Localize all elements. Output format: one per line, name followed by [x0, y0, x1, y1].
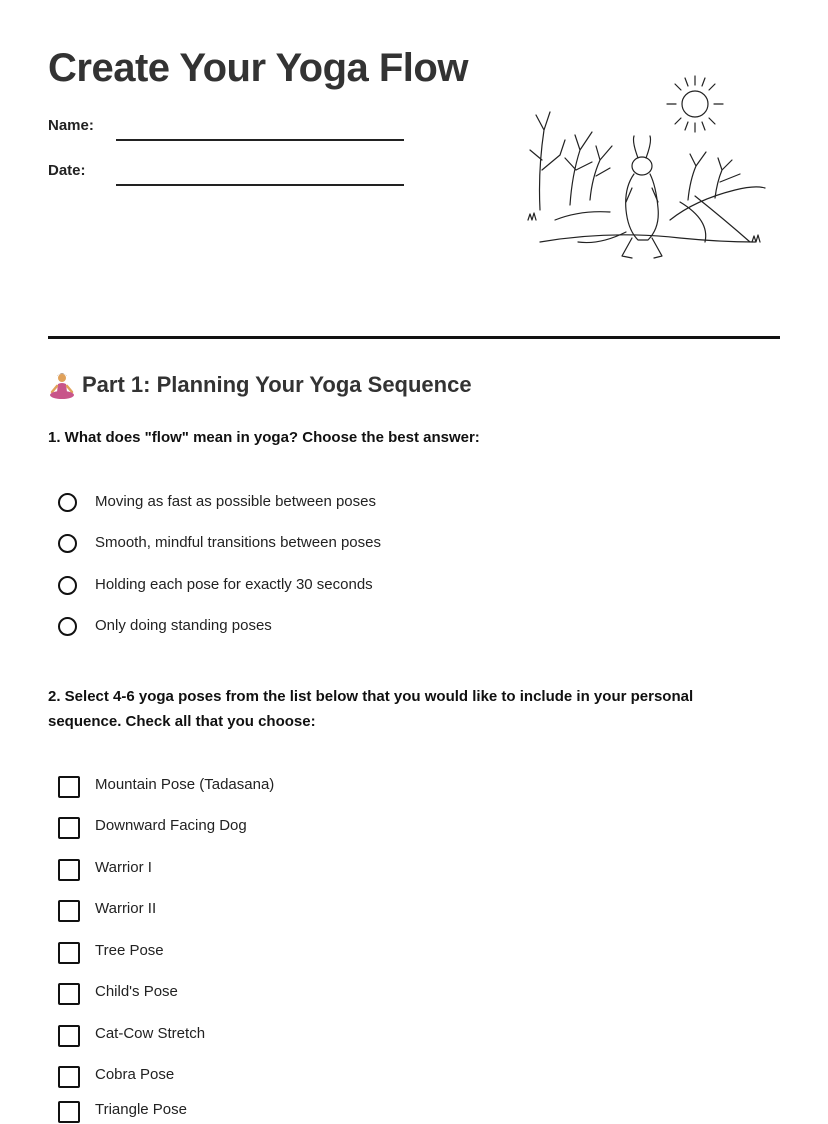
- q2-option-label: Cobra Pose: [95, 1066, 175, 1083]
- name-write-line[interactable]: [116, 139, 404, 141]
- q1-option[interactable]: [58, 575, 658, 599]
- q2-option-label: Downward Facing Dog: [95, 817, 247, 834]
- person-meditating-icon: [48, 372, 76, 400]
- q2-option-label: Cat-Cow Stretch: [95, 1025, 206, 1042]
- q2-option[interactable]: [58, 775, 658, 799]
- checkbox[interactable]: [58, 983, 80, 1005]
- question-1: 1. What does "flow" mean in yoga? Choose the best answer:: [48, 429, 480, 446]
- q2-option-label: Triangle Pose: [95, 1101, 187, 1118]
- q1-option-label: Moving as fast as possible between poses: [95, 493, 376, 510]
- q2-option[interactable]: [58, 816, 658, 840]
- q2-option[interactable]: [58, 1100, 658, 1124]
- q1-option[interactable]: [58, 616, 658, 640]
- sun-icon: [667, 76, 723, 132]
- checkbox[interactable]: [58, 942, 80, 964]
- q1-option[interactable]: [58, 492, 658, 516]
- q1-option-label: Holding each pose for exactly 30 seconds: [95, 576, 373, 593]
- q2-option-label: Child's Pose: [95, 983, 178, 1000]
- q1-option[interactable]: [58, 533, 658, 557]
- q2-option-label: Warrior II: [95, 900, 157, 917]
- part1-heading: [48, 372, 472, 400]
- kangaroo-landscape-illustration: [520, 70, 770, 270]
- question-2: 2. Select 4-6 yoga poses from the list below that you would like to include in your personal sequence. Check all that you choose:: [48, 688, 694, 730]
- checkbox[interactable]: [58, 859, 80, 881]
- q2-option-label: Warrior I: [95, 859, 152, 876]
- radio-button[interactable]: [58, 576, 77, 595]
- date-field[interactable]: [48, 162, 408, 192]
- checkbox[interactable]: [58, 900, 80, 922]
- q2-option[interactable]: [58, 1065, 658, 1089]
- section-divider: [48, 336, 780, 339]
- q2-option[interactable]: [58, 899, 658, 923]
- radio-button[interactable]: [58, 617, 77, 636]
- name-field[interactable]: [48, 117, 408, 147]
- q1-option-label: Smooth, mindful transitions between poses: [95, 534, 381, 551]
- checkbox[interactable]: [58, 1101, 80, 1123]
- name-label: Name:: [48, 117, 94, 134]
- q2-option[interactable]: [58, 941, 658, 965]
- q2-option[interactable]: [58, 858, 658, 882]
- checkbox[interactable]: [58, 817, 80, 839]
- date-write-line[interactable]: [116, 184, 404, 186]
- q2-option[interactable]: [58, 982, 658, 1006]
- checkbox[interactable]: [58, 1066, 80, 1088]
- checkbox[interactable]: [58, 776, 80, 798]
- q2-option-label: Mountain Pose (Tadasana): [95, 776, 275, 793]
- q2-option-label: Tree Pose: [95, 942, 164, 959]
- date-label: Date:: [48, 162, 86, 179]
- radio-button[interactable]: [58, 534, 77, 553]
- q2-option[interactable]: [58, 1024, 658, 1048]
- q1-option-label: Only doing standing poses: [95, 617, 272, 634]
- radio-button[interactable]: [58, 493, 77, 512]
- checkbox[interactable]: [58, 1025, 80, 1047]
- part1-title: Part 1: Planning Your Yoga Sequence: [82, 372, 472, 397]
- worksheet-title: Create Your Yoga Flow: [48, 46, 468, 90]
